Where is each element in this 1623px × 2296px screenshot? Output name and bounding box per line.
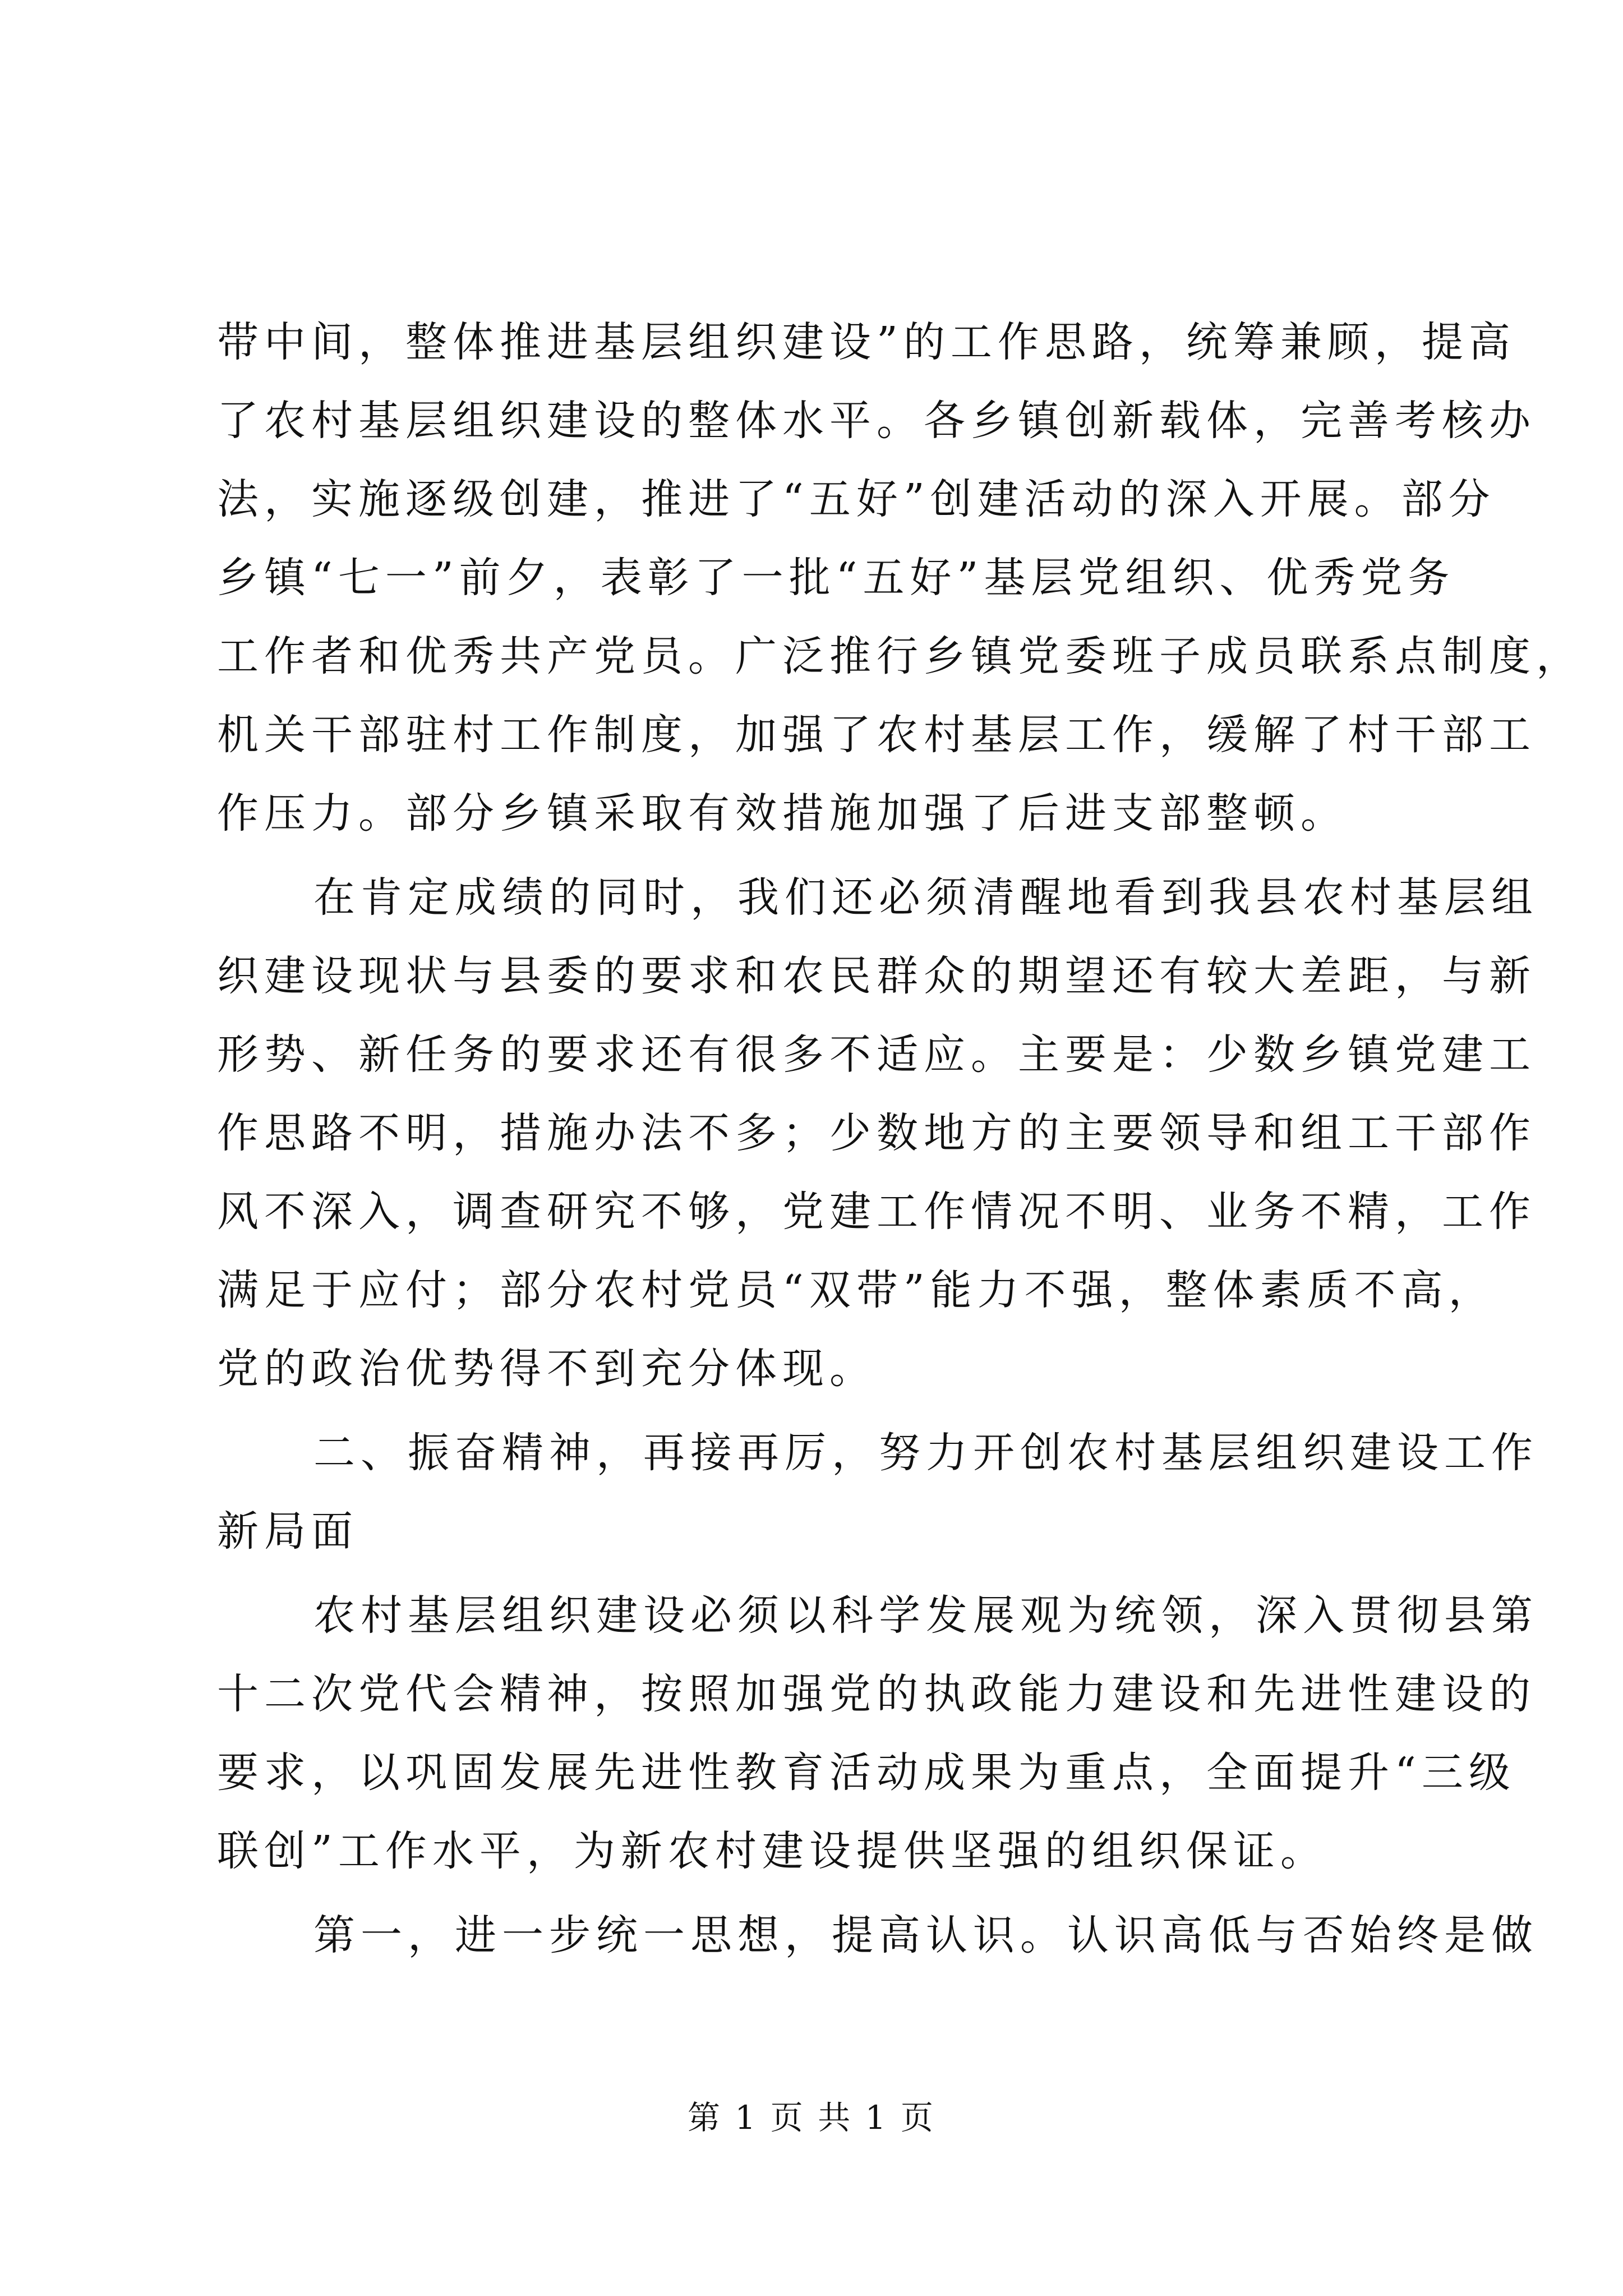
paragraph-first-line: 在肯定成绩的同时，我们还必须清醒地看到我县农村基层组 <box>313 873 1538 922</box>
text-line: 十二次党代会精神，按照加强党的执政能力建设和先进性建设的 <box>217 1670 1536 1718</box>
text-line: 法，实施逐级创建，推进了“五好”创建活动的深入开展。部分 <box>217 475 1496 523</box>
text-line: 党的政治优势得不到充分体现。 <box>217 1345 877 1393</box>
text-line: 机关干部驻村工作制度，加强了农村基层工作，缓解了村干部工 <box>217 711 1536 759</box>
section-heading: 二、振奋精神，再接再厉，努力开创农村基层组织建设工作 <box>313 1429 1538 1477</box>
text-line: 了农村基层组织建设的整体水平。各乡镇创新载体，完善考核办 <box>217 397 1536 445</box>
text-line: 工作者和优秀共产党员。广泛推行乡镇党委班子成员联系点制度， <box>217 632 1583 680</box>
text-line: 要求，以巩固发展先进性教育活动成果为重点，全面提升“三级 <box>217 1749 1516 1797</box>
text-line: 织建设现状与县委的要求和农民群众的期望还有较大差距，与新 <box>217 952 1536 1000</box>
page-number-label: 第 1 页 共 1 页 <box>688 2099 935 2137</box>
text-line: 乡镇“七一”前夕，表彰了一批“五好”基层党组织、优秀党务 <box>217 554 1455 602</box>
text-line: 带中间，整体推进基层组织建设”的工作思路，统筹兼顾，提高 <box>217 318 1516 366</box>
text-line: 作思路不明，措施办法不多；少数地方的主要领导和组工干部作 <box>217 1109 1536 1157</box>
section-heading-continued: 新局面 <box>217 1507 358 1556</box>
text-line: 风不深入，调查研究不够，党建工作情况不明、业务不精，工作 <box>217 1188 1536 1236</box>
text-line: 联创”工作水平，为新农村建设提供坚强的组织保证。 <box>217 1827 1327 1875</box>
paragraph-first-line: 第一，进一步统一思想，提高认识。认识高低与否始终是做 <box>313 1911 1538 1959</box>
paragraph-first-line: 农村基层组织建设必须以科学发展观为统领，深入贯彻县第 <box>313 1591 1538 1640</box>
document-body <box>217 303 1583 1975</box>
text-line: 形势、新任务的要求还有很多不适应。主要是：少数乡镇党建工 <box>217 1030 1536 1079</box>
text-line: 作压力。部分乡镇采取有效措施加强了后进支部整顿。 <box>217 789 1348 838</box>
text-line: 满足于应付；部分农村党员“双带”能力不强，整体素质不高， <box>217 1266 1496 1314</box>
page-footer <box>0 2098 1623 2137</box>
